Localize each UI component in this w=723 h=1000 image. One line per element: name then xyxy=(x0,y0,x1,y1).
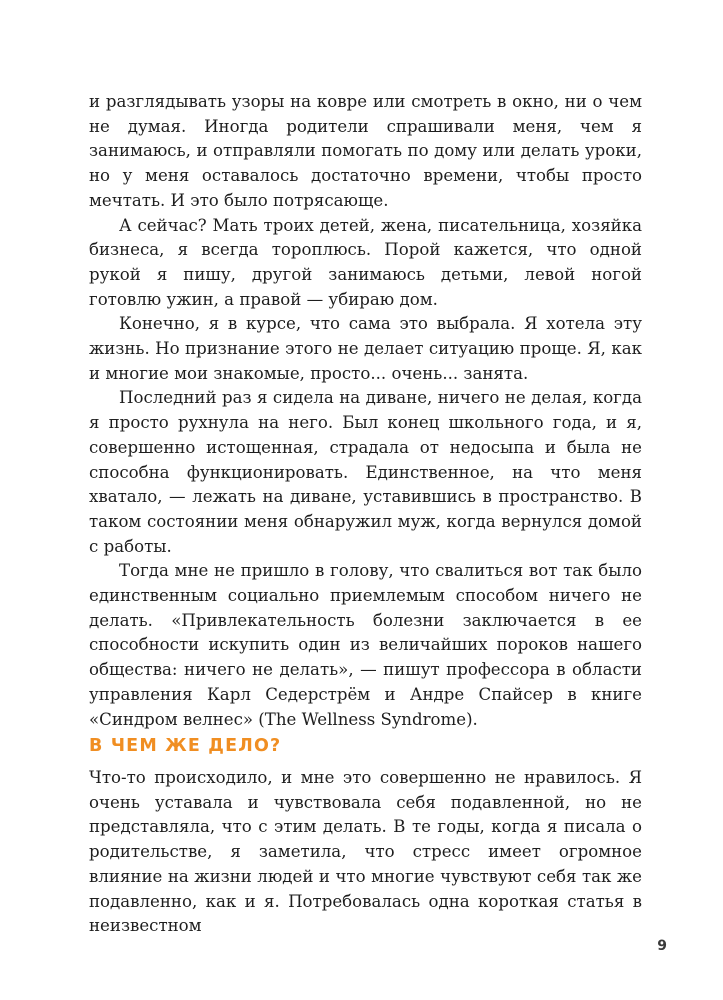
paragraph-4: Последний раз я сидела на диване, ничего не делая, когда я просто рухнула на него. Был конец школьного года, и я, совершенно истощенная, страдала от недосыпа и была не способна функционировать. Единственное, на что меня хватало, — лежать на диване, уставившись в пространство. В таком состоянии меня обнаружил муж, когда вернулся домой с работы. xyxy=(89,388,642,556)
page-number: 9 xyxy=(657,938,667,954)
section-heading: В ЧЕМ ЖЕ ДЕЛО? xyxy=(89,736,282,756)
paragraph-5: Тогда мне не пришло в голову, что свалиться вот так было единственным социально приемлемым способом ничего не делать. «Привлекательность болезни заключается в ее способности искупить один из величайших пороков нашего общества: ничего не делать», — пишут профессора в области управления Карл Седерстрём и Андре Спайсер в книге «Синдром велнес» (The Wellness Syndrome). xyxy=(89,561,642,729)
paragraph-1: и разглядывать узоры на ковре или смотреть в окно, ни о чем не думая. Иногда родители спрашивали меня, чем я занимаюсь, и отправляли помогать по дому или делать уроки, но у меня оставалось достаточно времени, чтобы просто мечтать. И это было потрясающе. xyxy=(89,92,642,210)
paragraph-2: А сейчас? Мать троих детей, жена, писательница, хозяйка бизнеса, я всегда тороплюсь. Порой кажется, что одной рукой я пишу, другой занимаюсь детьми, левой ногой готовлю ужин, а правой — убираю дом. xyxy=(89,215,642,309)
paragraph-6: Что-то происходило, и мне это совершенно не нравилось. Я очень уставала и чувствовала себя подавленной, но не представляла, что с этим делать. В те годы, когда я писала о родительстве, я заметила, что стресс имеет огромное влияние на жизни людей и что многие чувствуют себя так же подавленно, как и я. Потребовалась одна короткая статья в неизвестном xyxy=(89,768,642,936)
body-text-top xyxy=(89,90,642,732)
paragraph-3: Конечно, я в курсе, что сама это выбрала. Я хотела эту жизнь. Но признание этого не делает ситуацию проще. Я, как и многие мои знакомые, просто... очень... занята. xyxy=(89,314,642,383)
body-text-bottom xyxy=(89,766,642,939)
